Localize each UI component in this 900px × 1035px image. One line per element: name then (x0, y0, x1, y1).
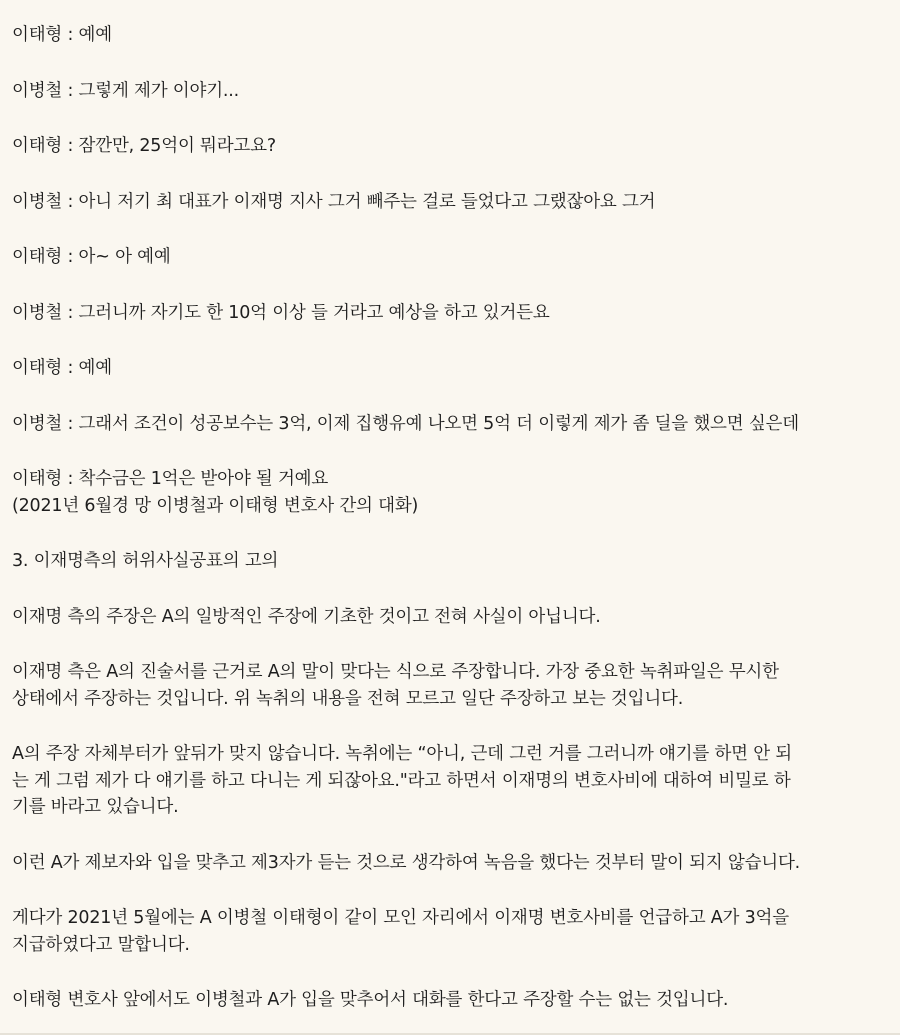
body-paragraph (12, 905, 890, 958)
text-line: 3. 이재명측의 허위사실공표의 고의 (12, 551, 279, 571)
text-line: 이태형 : 착수금은 1억은 받아야 될 거예요 (12, 469, 329, 489)
body-paragraph (12, 604, 890, 631)
text-line: 이태형 : 아~ 아 예예 (12, 247, 171, 267)
dialogue-line (12, 411, 890, 438)
dialogue-line (12, 22, 890, 49)
body-paragraph (12, 850, 890, 877)
text-line: 상태에서 주장하는 것입니다. 위 녹취의 내용을 전혀 모르고 일단 주장하고 보는 것입니다. (12, 688, 684, 709)
text-line: 이런 A가 제보자와 입을 맞추고 제3자가 듣는 것으로 생각하여 녹음을 했다는 것부터 말이 되지 않습니다. (12, 852, 801, 873)
dialogue-line (12, 133, 890, 160)
text-line: 는 게 그럼 제가 다 얘기를 하고 다니는 게 되잖아요."라고 하면서 이재명의 변호사비에 대하여 비밀로 하 (12, 770, 791, 791)
text-line: 이태형 변호사 앞에서도 이병철과 A가 입을 맞추어서 대화를 한다고 주장할 수는 없는 것입니다. (12, 990, 729, 1010)
dialogue-line-with-source (12, 466, 890, 519)
text-line: 지급하였다고 말합니다. (12, 934, 190, 955)
text-line: 이태형 : 잠깐만, 25억이 뭐라고요? (12, 136, 276, 156)
source-note: (2021년 6월경 망 이병철과 이태형 변호사 간의 대화) (12, 495, 419, 516)
body-paragraph (12, 987, 890, 1014)
body-paragraph (12, 741, 890, 821)
text-line: 기를 바라고 있습니다. (12, 797, 179, 817)
text-line: 이병철 : 아니 저기 최 대표가 이재명 지사 그거 빼주는 걸로 들었다고 그랬잖아요 그거 (12, 191, 656, 212)
dialogue-line (12, 300, 890, 327)
text-line: A의 주장 자체부터가 앞뒤가 맞지 않습니다. 녹취에는 “아니, 근데 그런 거를 그러니까 얘기를 하면 안 되 (12, 744, 793, 764)
dialogue-line (12, 189, 890, 216)
text-line: 이재명 측의 주장은 A의 일방적인 주장에 기초한 것이고 전혀 사실이 아닙니다. (12, 606, 601, 627)
text-line: 이태형 : 예예 (12, 358, 112, 378)
text-line: 게다가 2021년 5월에는 A 이병철 이태형이 같이 모인 자리에서 이재명 변호사비를 언급하고 A가 3억을 (12, 908, 789, 928)
section-heading (12, 548, 890, 575)
text-line: 이재명 측은 A의 진술서를 근거로 A의 말이 맞다는 식으로 주장합니다. 가장 중요한 녹취파일은 무시한 (12, 662, 779, 682)
body-paragraph (12, 659, 890, 712)
dialogue-line (12, 78, 890, 105)
text-line: 이병철 : 그래서 조건이 성공보수는 3억, 이제 집행유예 나오면 5억 더 이렇게 제가 좀 딜을 했으면 싶은데 (12, 413, 799, 434)
text-line: 이태형 : 예예 (12, 25, 112, 45)
text-line: 이병철 : 그러니까 자기도 한 10억 이상 들 거라고 예상을 하고 있거든요 (12, 302, 550, 323)
dialogue-line (12, 355, 890, 382)
text-line: 이병철 : 그렇게 제가 이야기... (12, 80, 239, 101)
dialogue-line (12, 244, 890, 271)
